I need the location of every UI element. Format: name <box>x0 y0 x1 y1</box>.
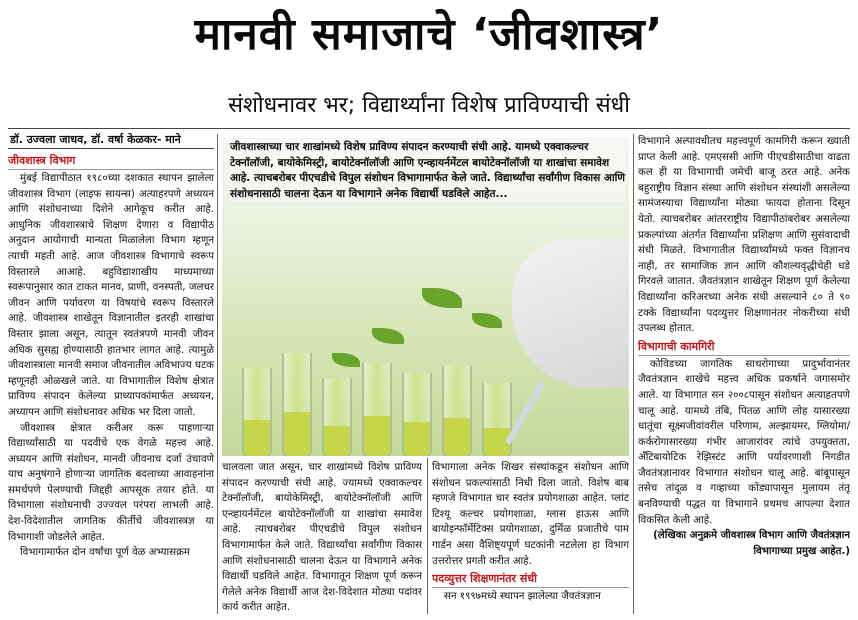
col1-paragraph-1: मुंबई विद्यापीठात १९८०च्या दशकात स्थापन झालेला जीवशास्त्र विभाग (लाइफ सायन्स) अत्याहरपणे अध्ययन आणि संशोधनाच्या दिशेने आगेकूच करीत आहे. आधुनिक जीवशास्त्राचे शिक्षण देणारा व विद्यापीठ अनुदान आयोगाची मान्यता मिळालेला विभाग म्हणून त्याची महती आहे. आज जीवशास्त्र विभागाचे स्वरूप विस्तारले आआहे. बहुविद्याशाखीय माध्यमाच्या स्वरूपानुसार कात टाकत मानव, प्राणी, वनस्पती, जलचर जीवन आणि पर्यावरण या विषयांचे स्वरूप विस्तारले आहे. जीवशास्त्र शाखेतून विज्ञानातील इतरही शाखांचा विस्तार झाला असून, त्यातून स्वतंत्रपणे मानवी जीवन अधिक सुसह्य होण्यासाठी हातभार लागत आहे. त्यामुळे जीवशास्त्राला मानवी समाज जीवनातील अविभाज्य घटक म्हणूनही ओळखले जाते. या विभागातील विशेष क्षेत्रात प्राविण्य संपादन केलेल्या प्राध्यापकांमार्फत अध्ययन, अध्यापन आणि संशोधनावर अधिक भर दिला जातो. <box>8 173 214 418</box>
subheadline: संशोधनावर भर; विद्यार्थ्यांना विशेष प्राविण्याची संधी <box>228 93 630 118</box>
article-column-2 <box>222 460 422 614</box>
article-column-4 <box>638 134 850 614</box>
section-heading-biology-dept: जीवशास्त्र विभाग <box>8 153 214 170</box>
col1-paragraph-3: विभागामार्फत दोन वर्षांचा पूर्ण वेळ अभ्यासक्रम <box>20 547 190 559</box>
section-heading-post-graduate: पदव्युत्तर शिक्षणानंतर संधी <box>432 571 629 588</box>
test-tube-icon <box>242 368 272 456</box>
headline: मानवी समाजाचे ‘जीवशास्त्र’ <box>194 9 664 60</box>
leaf-shape <box>372 328 404 344</box>
col1-paragraph-2: जीवशास्त्र क्षेत्रात करीअर करू पाहणाऱ्या विद्यार्थ्यांसाठी या पदवीचे एक वेगळे महत्त्व आहे. अध्ययन आणि संशोधन, मानवी जीवनाच दर्जा उंचावणे याच अनुषंगाने होणाऱ्या जागतिक बदलाच्या आवाहनांना समर्थपणे पेलण्याची जिद्दही आपसूक तयार होते. या विभागाला संशोधनाची उज्ज्वल परंपरा लाभली आहे. देश-विदेशातील जागतिक कीर्तीचे जीवशास्त्रज्ञ या विभागाशी जोडलेले आहेत. <box>8 422 214 543</box>
column-divider-2 <box>427 458 428 614</box>
col3-paragraph-2: सन १९९७मध्ये स्थापन झालेल्या जैवतंत्रज्ञान <box>444 591 601 603</box>
article-column-3 <box>432 460 629 614</box>
test-tube-icon <box>362 363 392 456</box>
gloved-hand-icon <box>512 238 629 388</box>
section-heading-department-achievement: विभागाची कामगिरी <box>638 339 850 356</box>
test-tube-icon <box>322 378 352 456</box>
lab-photo <box>222 138 629 456</box>
column-divider-1 <box>217 134 218 614</box>
column-divider-3 <box>633 134 634 614</box>
test-tube-icon <box>442 366 472 456</box>
col2-paragraph-1: चालवला जात असून, चार शाखांमध्ये विशेष प्राविण्य संपादन करण्याची संधी आहे. ज्यामध्ये एक्वाकल्चर टेक्नॉलॉजी, बायोकेमिस्ट्री, बायोटेक्नॉलॉजी आणि एन्व्हायर्नमेंटल बायोटेक्नॉलॉजी या शाखांचा समावेश आहे. त्याचबरोबर पीएचडीचे विपुल संशोधन विभागामार्फत केले जाते. विद्यार्थ्यांचा सर्वांगीण विकास आणि संशोधनासाठी चालना देऊन या विभागाने अनेक विद्यार्थी घडविले आहेत. विभागातून शिक्षण पूर्ण करून गेलेले अनेक विद्यार्थी आज देश-विदेशात मोठ्या पदांवर कार्य करीत आहेत. <box>222 462 422 614</box>
byline-rule <box>8 148 214 149</box>
top-rule <box>8 128 850 129</box>
test-tube-icon <box>482 383 512 456</box>
author-note: (लेखिका अनुक्रमे जीवशास्त्र विभाग आणि जैवतंत्रज्ञान विभागाच्या प्रमुख आहेत.) <box>653 530 850 557</box>
article-column-1 <box>8 151 214 613</box>
col4-paragraph-2: कोविडच्या जागतिक साथरोगाच्या प्रादुर्भावानंतर जैवतंत्रज्ञान शाखेचे महत्त्व अधिक प्रकर्षाने जगासमोर आले. या विभागात सन २००८पासून संशोधन अत्याहतपणे चालू आहे. यामध्ये तंबि, पितळ आणि लोह यासारख्या धातूंचा सूक्ष्मजीवांवरील परिणाम, अल्झायमर, ग्लियोमा/ कर्करोगासारख्या गंभीर आजारांवर त्यांचे उपयुक्तता, अँटिबायोटिक रेझिस्टंट आणि पर्यावरणाशी निगडीत जैवतंत्रज्ञानावर विभागात संशोधन चालू आहे. बांबूपासून तसेच तांदूळ व गव्हाच्या कोंड्यापासून मुलायम तंतू बनविण्याची पद्धत या विभागाने प्रथमच आपल्या देशात विकसित केली आहे. <box>638 358 850 526</box>
photo-caption: जीवशास्त्राच्या चार शाखांमध्ये विशेष प्राविण्य संपादन करण्याची संधी आहे. यामध्ये एक्वाकल्चर टेक्नॉलॉजी, बायोकेमिस्ट्री, बायोटेक्नॉलॉजी आणि एन्व्हायर्नमेंटल बायोटेक्नॉलॉजी या शाखांचा समावेश आहे. त्याचबरोबर पीएचडीचे विपुल संशोधन विभागामार्फत केले जाते. विद्यार्थ्यांचा सर्वांगीण विकास आणि संशोधनासाठी चालना देऊन या विभागाने अनेक विद्यार्थी घडविले आहेत... <box>230 140 625 202</box>
leaf-shape <box>332 353 360 367</box>
leaf-shape <box>422 288 462 308</box>
col3-paragraph-1: विभागाला अनेक शिखर संस्थांकडून संशोधन आणि संशोधन प्रकल्पांसाठी निधी दिला जातो. विशेष बाब म्हणजे विभागात चार स्वतंत्र प्रयोगशाळा आहेत. प्लांट टिश्यू कल्चर प्रयोगशाळा, ग्लास हाऊस आणि बायोइन्फॉर्मेटिक्स प्रयोगशाळा, दुर्मिळ प्रजातीचे पाम गार्डन असा वैशिष्ट्यपूर्ण घटकांनी नटलेला हा विभाग उत्तरोत्तर प्रगती करीत आहे. <box>432 462 629 567</box>
col4-paragraph-1: विभागाने अल्पावधीतच महत्त्वपूर्ण कामगिरी करून ख्याती प्राप्त केली आहे. एमएससी आणि पीएचडीसाठीचा वाढता कल ही या विभागाची जमेची बाजू ठरत आहे. अनेक बहुराष्ट्रीय विज्ञान संस्था आणि संशोधन संस्थांशी असलेल्या सामंजस्याचा विद्यार्थ्यांना मोठ्या फायदा होताना दिसून येतो. त्याचबरोबर आंतरराष्ट्रीय विद्यापीठांबरोबर असलेल्या प्रकल्पांच्या अंतर्गत विद्यार्थ्यांना प्रशिक्षण आणि सुसंवादाची संधी मिळते. विभागातील विद्यार्थ्यांमध्ये फक्त विज्ञानच नाही, तर सामाजिक ज्ञान आणि कौशल्यवृद्धीचेही धडे गिरवले जातात. जैवतंत्रज्ञान शाखेतून शिक्षण पूर्ण केलेल्या विद्यार्थ्यांना करिअरच्या अनेक संधी असल्याने ८० ते ९० टक्के विद्यार्थ्यांना पदव्युत्तर शिक्षणानंतर नोकरीच्या संधी उपलब्ध होतात. <box>638 136 850 335</box>
test-tube-icon <box>402 373 432 456</box>
leaf-shape <box>472 313 502 328</box>
test-tube-icon <box>282 353 312 456</box>
authors-byline: डॉ. उज्वला जाधव, डॉ. वर्षा केळकर- माने <box>10 133 181 146</box>
